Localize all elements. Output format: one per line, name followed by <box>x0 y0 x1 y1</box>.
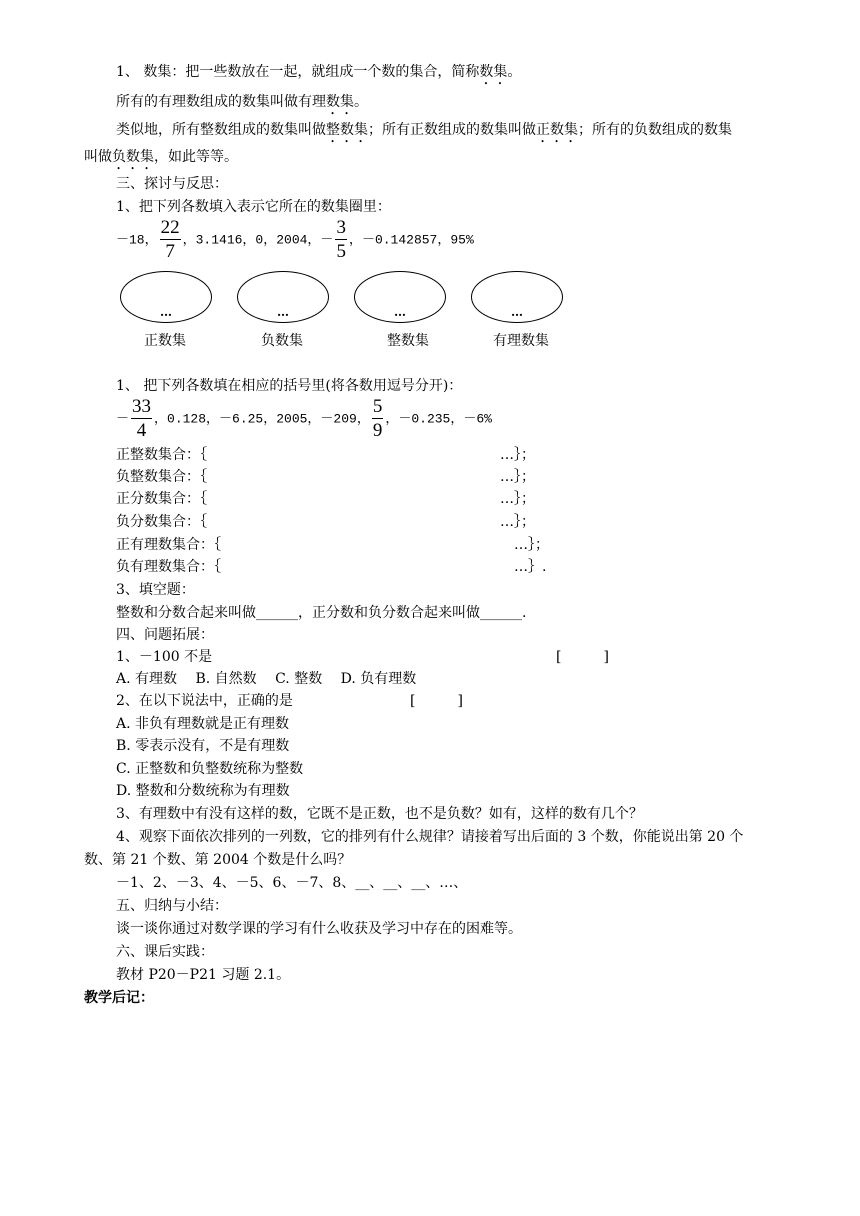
oval-label-positive: 正数集 <box>144 333 186 349</box>
set-positive-rationals-close: …｝； <box>514 537 549 553</box>
section4-q1-answer-bracket: [ ] <box>556 649 609 665</box>
oval-label-negative: 负数集 <box>261 333 303 349</box>
fraction-3-5: $\frac{3}{5}$ <box>336 217 346 262</box>
set-positive-integers-close: …｝； <box>500 447 535 463</box>
set-negative-rationals-close: …｝. <box>514 559 547 575</box>
section4-q3: 3、有理数中有没有这样的数，它既不是正数，也不是负数？如有，这样的数有几个？ <box>116 806 643 822</box>
section4-q2-option-c: C. 正整数和负整数统称为整数 <box>116 761 304 777</box>
fraction-5-9: $\frac{5}{9}$ <box>372 396 383 441</box>
teaching-notes-label: 教学后记： <box>84 990 154 1006</box>
intro-line-2: 所有的有理数组成的数集叫做有理数集。 <box>116 94 368 110</box>
section3-heading: 三、探讨与反思： <box>116 176 228 192</box>
intro-line-1: 1、 数集：把一些数放在一起，就组成一个数的集合，简称数集。 <box>116 64 522 80</box>
section3-q2-title: 1、 把下列各数填在相应的括号里(将各数用逗号分开)： <box>116 378 463 394</box>
oval-positive-set: … <box>120 271 212 323</box>
set-positive-rationals-label: 正有理数集合：｛ <box>116 537 221 553</box>
fraction-33-4: $\frac{33}{4}$ <box>132 396 152 441</box>
section4-q2-option-a: A. 非负有理数就是正有理数 <box>116 716 290 732</box>
intro-line-4: 叫做负数集，如此等等。 <box>84 149 238 165</box>
fraction-22-7: $\frac{22}{7}$ <box>160 217 180 262</box>
set-negative-fractions-label: 负分数集合：｛ <box>116 514 207 530</box>
set-negative-integers-close: …｝； <box>500 469 535 485</box>
section4-q4-sequence: －1、2、－3、4、－5、6、－7、8、__、__、__、…、 <box>116 875 468 891</box>
section5-heading: 五、归纳与小结： <box>116 898 228 914</box>
section4-q2-option-d: D. 整数和分数统称为有理数 <box>116 783 290 799</box>
section3-q1-title: 1、把下列各数填入表示它所在的数集圈里： <box>116 199 391 215</box>
set-negative-integers-label: 负整数集合：｛ <box>116 469 207 485</box>
section4-q2-stem: 2、在以下说法中，正确的是 <box>116 693 293 709</box>
section3-q3-text: 整数和分数合起来叫做______，正分数和负分数合起来叫做______. <box>116 605 527 621</box>
section4-q4-line-2: 数、第 21 个数、第 2004 个数是什么吗？ <box>84 852 352 868</box>
section4-heading: 四、问题拓展： <box>116 627 214 643</box>
set-positive-fractions-label: 正分数集合：｛ <box>116 491 207 507</box>
section5-text: 谈一谈你通过对数学课的学习有什么收获及学习中存在的困难等。 <box>116 921 522 937</box>
section3-q1-numbers: －18， $\frac{22}{7}$ ，3.1416，0，2004，－ $\frac{3}{5}$ ，－0.142857，95% <box>116 217 474 262</box>
oval-negative-set: … <box>237 271 329 323</box>
oval-label-rational: 有理数集 <box>493 333 549 349</box>
set-positive-integers-label: 正整数集合：｛ <box>116 447 207 463</box>
section3-q2-numbers: － $\frac{33}{4}$ ，0.128，－6.25，2005，－209， $\frac{5}{9}$ ，－0.235，－6% <box>116 396 492 441</box>
oval-label-integer: 整数集 <box>387 333 429 349</box>
section4-q2-option-b: B. 零表示没有，不是有理数 <box>116 738 290 754</box>
set-negative-rationals-label: 负有理数集合：｛ <box>116 559 221 575</box>
section3-q3-title: 3、填空题： <box>116 582 195 598</box>
section4-q1-options: A. 有理数 B. 自然数 C. 整数 D. 负有理数 <box>116 671 417 687</box>
section4-q4-line-1: 4、观察下面依次排列的一列数，它的排列有什么规律？请接着写出后面的 3 个数，你能说出第 20 个 <box>116 829 744 845</box>
set-positive-fractions-close: …｝； <box>500 491 535 507</box>
section6-heading: 六、课后实践： <box>116 944 214 960</box>
oval-integer-set: … <box>354 271 446 323</box>
section4-q1-stem: 1、－100 不是 <box>116 649 213 665</box>
section4-q2-answer-bracket: [ ] <box>410 693 463 709</box>
section6-text: 教材 P20－P21 习题 2.1。 <box>116 967 291 983</box>
set-negative-fractions-close: …｝； <box>500 514 535 530</box>
intro-line-3: 类似地，所有整数组成的数集叫做整数集；所有正数组成的数集叫做正数集；所有的负数组成的数集 <box>116 122 732 138</box>
oval-rational-set: … <box>471 271 563 323</box>
